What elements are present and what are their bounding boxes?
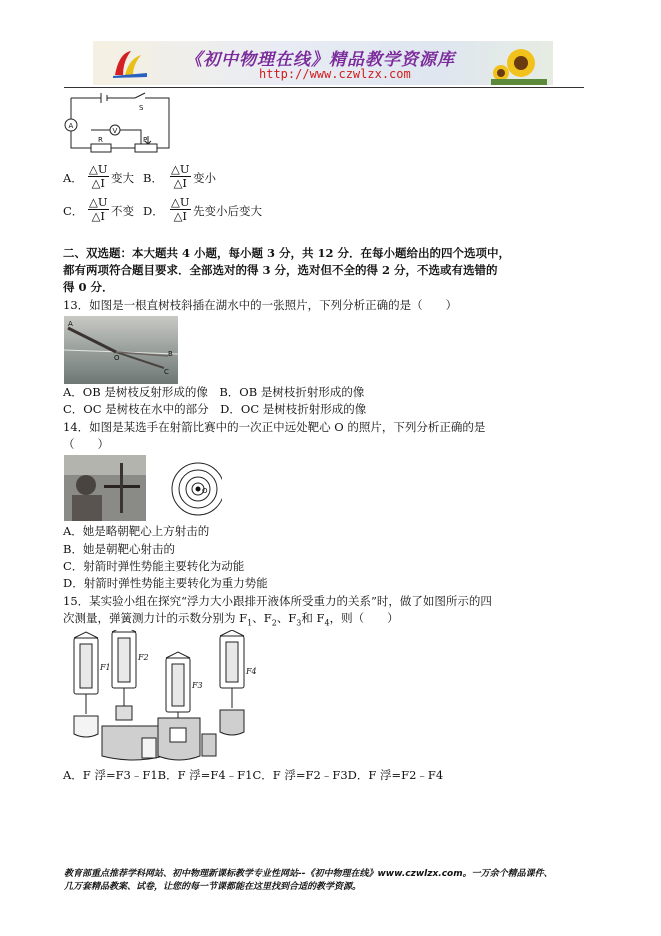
q15-stem-part: 、F (252, 611, 272, 625)
q12-option-a-fraction (88, 163, 109, 190)
section-heading-line3: 得 0 分． (63, 280, 114, 294)
photo-label-a: A (68, 320, 73, 328)
q14-option-b: B．她是朝靶心射击的 (63, 542, 175, 556)
scale-label-f3: F3 (192, 681, 203, 690)
fraction-numerator: △U (171, 162, 190, 176)
section-heading-line1: 二、双选题：本大题共 4 小题，每小题 3 分，共 12 分．在每小题给出的四个选项中， (63, 246, 511, 260)
q15-options: A．F 浮=F3﹣F1B．F 浮=F4﹣F1C．F 浮=F2﹣F3D．F 浮=F2﹣F4 (63, 768, 444, 782)
q12-option-c-letter: C． (63, 204, 84, 218)
archer-photo (64, 455, 146, 521)
photo-label-b: B (168, 350, 173, 358)
q12-option-b-fraction (170, 163, 191, 190)
resistor-label: R (98, 136, 103, 144)
banner-url: http://www.czwlzx.com (259, 67, 411, 81)
site-logo-icon (111, 47, 151, 79)
q15-stem-part: 、F (276, 611, 297, 625)
q15-stem-line2 (63, 610, 399, 631)
q13-stem: 13．如图是一根直树枝斜插在湖水中的一张照片，下列分析正确的是（ ） (63, 298, 458, 312)
q13-options-cd: C．OC 是树枝在水中的部分 D．OC 是树枝折射形成的像 (63, 402, 367, 416)
header-banner (93, 41, 553, 85)
subscript: 1 (247, 618, 253, 628)
q14-stem-line2: （ ） (63, 437, 109, 451)
q13-water-photo (64, 316, 178, 384)
q15-stem-part: ，则（ ） (329, 611, 399, 625)
sunflower-icon (491, 43, 547, 85)
q12-option-d-letter: D． (143, 204, 164, 218)
footer-line1: 教育部重点推荐学科网站、初中物理新课标教学专业性网站--《初中物理在线》www.czwlzx.com。一万余个精品课件、 (64, 869, 553, 879)
q12-option-b-letter: B． (143, 171, 163, 185)
photo-label-c: C (164, 368, 169, 376)
target-diagram (160, 455, 222, 521)
q12-option-d-text: 先变小后变大 (193, 204, 262, 218)
fraction-denominator: △I (173, 176, 187, 190)
q15-stem-part: 和 F (301, 611, 325, 625)
spring-scale-diagram (60, 630, 278, 766)
scale-label-f1: F1 (100, 663, 111, 672)
photo-label-o: O (114, 354, 120, 362)
fraction-numerator: △U (89, 195, 108, 209)
q14-option-d: D．射箭时弹性势能主要转化为重力势能 (63, 576, 268, 590)
subscript: 3 (296, 618, 302, 628)
fraction-denominator: △I (91, 209, 105, 223)
scale-label-f4: F4 (246, 667, 257, 676)
circuit-diagram (63, 92, 173, 154)
switch-label: S (139, 104, 144, 112)
footer-line2: 几万套精品教案、试卷，让您的每一节课都能在这里找到合适的教学资源。 (64, 882, 362, 892)
q12-option-b-text: 变小 (193, 171, 216, 185)
section-heading-line2: 都有两项符合题目要求．全部选对的得 3 分，选对但不全的得 2 分，不选或有选错的 (63, 263, 498, 277)
scale-label-f2: F2 (138, 653, 149, 662)
subscript: 4 (324, 618, 330, 628)
banner-title: 《初中物理在线》精品教学资源库 (185, 50, 455, 70)
target-center-label: O (202, 487, 208, 495)
voltmeter-label: V (112, 127, 118, 135)
q13-options-ab: A．OB 是树枝反射形成的像 B．OB 是树枝折射形成的像 (63, 385, 365, 399)
ammeter-label: A (68, 122, 74, 130)
q12-option-d-fraction (170, 196, 191, 223)
q15-stem-line1: 15．某实验小组在探究“浮力大小跟排开液体所受重力的关系”时，做了如图所示的四 (63, 594, 492, 608)
q12-option-c-text: 不变 (111, 204, 134, 218)
q12-option-c-fraction (88, 196, 109, 223)
q12-option-a-letter: A． (63, 171, 83, 185)
q14-option-a: A．她是略朝靶心上方射击的 (63, 524, 210, 538)
fraction-denominator: △I (173, 209, 187, 223)
q15-stem-part: 次测量，弹簧测力计的示数分别为 F (63, 611, 248, 625)
header-rule (64, 87, 584, 88)
subscript: 2 (271, 618, 277, 628)
fraction-numerator: △U (171, 195, 190, 209)
fraction-denominator: △I (91, 176, 105, 190)
q12-option-a-text: 变大 (111, 171, 134, 185)
fraction-numerator: △U (89, 162, 108, 176)
q14-option-c: C．射箭时弹性势能主要转化为动能 (63, 559, 245, 573)
slider-label: P (143, 136, 148, 144)
q14-stem-line1: 14．如图是某选手在射箭比赛中的一次正中远处靶心 O 的照片，下列分析正确的是 (63, 420, 486, 434)
